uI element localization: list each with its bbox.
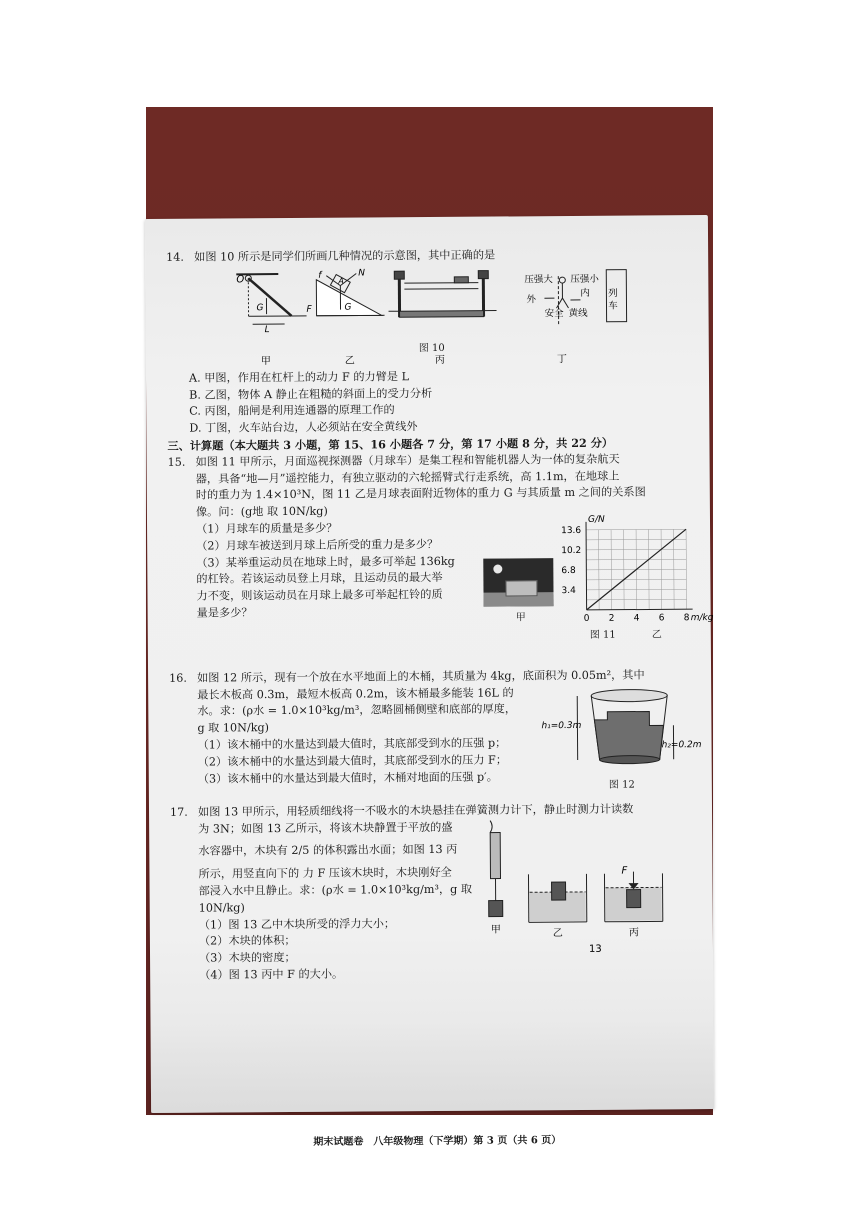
x-tick-label: 2: [608, 613, 615, 624]
water-container-yi: [528, 874, 586, 922]
section-3-heading: 三、计算题（本大题共 3 小题，第 15、16 小题各 7 分，第 17 小题 8 分，共 22 分）: [167, 435, 614, 453]
panel-jia-lever: [236, 274, 306, 324]
g-m-chart: [560, 513, 721, 632]
panel-bing-shiplock: [388, 270, 496, 317]
label-F: F: [621, 865, 628, 877]
panel-label-jia: 甲: [490, 924, 501, 936]
wooden-bucket-figure: [537, 687, 702, 780]
grid-line-y: [586, 579, 686, 580]
photo-label-jia: 甲: [515, 612, 526, 624]
question-14-options: [167, 367, 697, 438]
figure-10-caption: 图 10: [418, 342, 445, 354]
grid-line-y: [586, 589, 686, 590]
label-A: A: [338, 276, 344, 286]
q15-line-4: 像。问：(g地 取 10N/kg): [195, 504, 328, 519]
label-f: f: [318, 270, 322, 281]
grid-line-y: [586, 549, 686, 550]
photo-background: [146, 107, 714, 1148]
figure-11-caption: 图 11: [589, 629, 616, 641]
earth-icon: [493, 564, 502, 573]
x-axis-label: m/kg: [690, 612, 714, 623]
label-train: 列 车: [605, 287, 618, 310]
option-a: A. 甲图，作用在杠杆上的动力 F 的力臂是 L: [188, 369, 410, 385]
panel-label-jia: 甲: [260, 355, 271, 367]
label-N: N: [358, 268, 366, 279]
label-h2: h₂=0.2m: [661, 739, 702, 751]
q17-line-2: 为 3N；如图 13 乙所示，将该木块静置于平放的盛: [198, 820, 453, 836]
label-press-big: 压强大: [524, 273, 553, 286]
x-tick-label: 0: [583, 613, 590, 624]
question-number: 16.: [169, 671, 187, 685]
label-L: L: [264, 324, 270, 335]
q15-sub-5: 力不变，则该运动员在月球上最多可举起杠铃的质: [196, 588, 443, 603]
y-axis-label: G/N: [587, 514, 605, 525]
question-17: [170, 801, 701, 1007]
q17-sub-1: （1）图 13 乙中木块所受的浮力大小；: [198, 916, 396, 932]
label-outside: 外: [526, 294, 537, 306]
panel-label-bing: 丙: [628, 927, 639, 939]
q16-line-1: 如图 12 所示，现有一个放在水平地面上的木桶，其质量为 4kg，底面积为 0.05m²，其中: [197, 668, 645, 685]
label-F: F: [306, 304, 312, 315]
x-tick-label: 8: [683, 612, 690, 624]
y-tick-label: 13.6: [561, 525, 582, 536]
q15-sub-4: 的杠铃。若该运动员登上月球，且运动员的最大举: [196, 571, 443, 586]
q15-sub-2: （2）月球车被送到月球上后所受的重力是多少？: [196, 537, 439, 553]
chart-label-yi: 乙: [651, 629, 662, 641]
q15-sub-1: （1）月球车的质量是多少？: [196, 521, 338, 536]
grid-line-y: [587, 599, 687, 600]
water-container-bing: [604, 871, 662, 921]
label-h1: h₁=0.3m: [541, 720, 582, 732]
y-tick-label: 3.4: [561, 585, 576, 596]
q16-line-2: 最长木板高 0.3m，最短木板高 0.2m，该木桶最多能装 16L 的: [197, 685, 514, 702]
exam-sheet: [145, 215, 714, 1148]
y-axis: [586, 522, 587, 610]
figure-10: [166, 263, 697, 371]
rover-body-icon: [505, 580, 537, 596]
q15-sub-3: （3）某举重运动员在地球上时，最多可举起 136kg: [196, 554, 455, 570]
panel-label-bing: 丙: [434, 354, 445, 366]
x-tick-label: 6: [658, 613, 665, 624]
label-yellow-line: 黄线: [568, 307, 588, 319]
paper-shadow: [150, 1019, 714, 1113]
figure-13-drawing: [476, 817, 713, 973]
q16-line-4: g 取 10N/kg): [197, 721, 270, 735]
question-16: [169, 667, 700, 805]
option-c: C. 丙图，船闸是利用连通器的原理工作的: [189, 403, 395, 419]
x-tick-label: 4: [633, 613, 640, 624]
grid-line-y: [586, 559, 686, 560]
label-O: O: [236, 274, 245, 286]
grid-line-y: [586, 539, 686, 540]
y-tick-label: 6.8: [561, 565, 576, 576]
question-number: 14.: [166, 250, 184, 264]
label-G: G: [256, 302, 264, 313]
q17-line-5: 部浸入水中且静止。求：(ρ水 = 1.0×10³kg/m³，g 取: [198, 882, 473, 898]
lunar-rover-photo: [483, 558, 553, 606]
question-number: 15.: [167, 455, 186, 469]
label-G-incline: G: [344, 302, 352, 313]
grid-line-y: [586, 529, 686, 530]
q17-sub-3: （3）木块的密度；: [199, 951, 296, 965]
question-number: 17.: [169, 805, 188, 819]
q17-line-1: 如图 13 甲所示，用轻质细线将一不吸水的木块悬挂在弹簧测力计下，静止时测力计读数: [197, 802, 634, 819]
q16-line-3: 水。求：(ρ水 = 1.0×10³kg/m³，忽略圆桶侧壁和底部的厚度，: [197, 702, 517, 718]
q16-sub-2: （2）该木桶中的水量达到最大值时，其底部受到水的压力 F；: [197, 753, 508, 769]
q17-sub-2: （2）木块的体积；: [198, 934, 296, 948]
sheet-content: [166, 246, 714, 1148]
label-inside: 内: [580, 287, 590, 299]
panel-label-yi: 乙: [344, 355, 355, 367]
question-stem: 如图 10 所示是同学们所画几种情况的示意图，其中正确的是: [194, 248, 496, 264]
option-b: B. 乙图，物体 A 静止在粗糙的斜面上的受力分析: [189, 386, 433, 402]
label-press-small: 压强小: [570, 273, 599, 285]
panel-label-yi: 乙: [552, 927, 563, 939]
page-footer: 期末试题卷 八年级物理（下学期）第 3 页（共 6 页）: [313, 1135, 562, 1148]
q15-sub-6: 量是多少？: [196, 606, 253, 620]
q15-line-3: 时的重力为 1.4×10³N，图 11 乙是月球表面附近物体的重力 G 与其质量 m 之间的关系图: [195, 485, 646, 503]
label-safety: 安全: [544, 307, 564, 319]
y-tick-label: 10.2: [561, 545, 582, 556]
spring-scale-jia: [488, 820, 503, 916]
q17-line-6: 10N/kg): [198, 901, 245, 915]
q16-sub-3: （3）该木桶中的水量达到最大值时，木桶对地面的压强 p′。: [197, 770, 498, 786]
figure-13-caption: 13: [588, 943, 602, 955]
x-axis: [587, 609, 693, 610]
figure-12-caption: 图 12: [608, 779, 635, 791]
q17-sub-4: （4）图 13 丙中 F 的大小。: [199, 967, 344, 982]
q17-line-4: 所示，用竖直向下的 力 F 压该木块时，木块刚好全: [198, 866, 452, 881]
q17-line-3: 水容器中，木块有 2/5 的体积露出水面；如图 13 丙: [198, 843, 458, 858]
q15-line-2: 器，具备“地—月”遥控能力，有独立驱动的六轮摇臂式行走系统，高 1.1m，在地球上: [195, 469, 620, 486]
option-d: D. 丁图，火车站台边，人必须站在安全黄线外: [189, 420, 418, 435]
q16-sub-1: （1）该木桶中的水量达到最大值时，其底部受到水的压强 p；: [197, 736, 507, 752]
q15-line-1: 如图 11 甲所示，月面巡视探测器（月球车）是集工程和智能机器人为一体的复杂航天: [195, 452, 620, 469]
panel-label-ding: 丁: [556, 353, 567, 365]
question-15: [167, 451, 714, 671]
